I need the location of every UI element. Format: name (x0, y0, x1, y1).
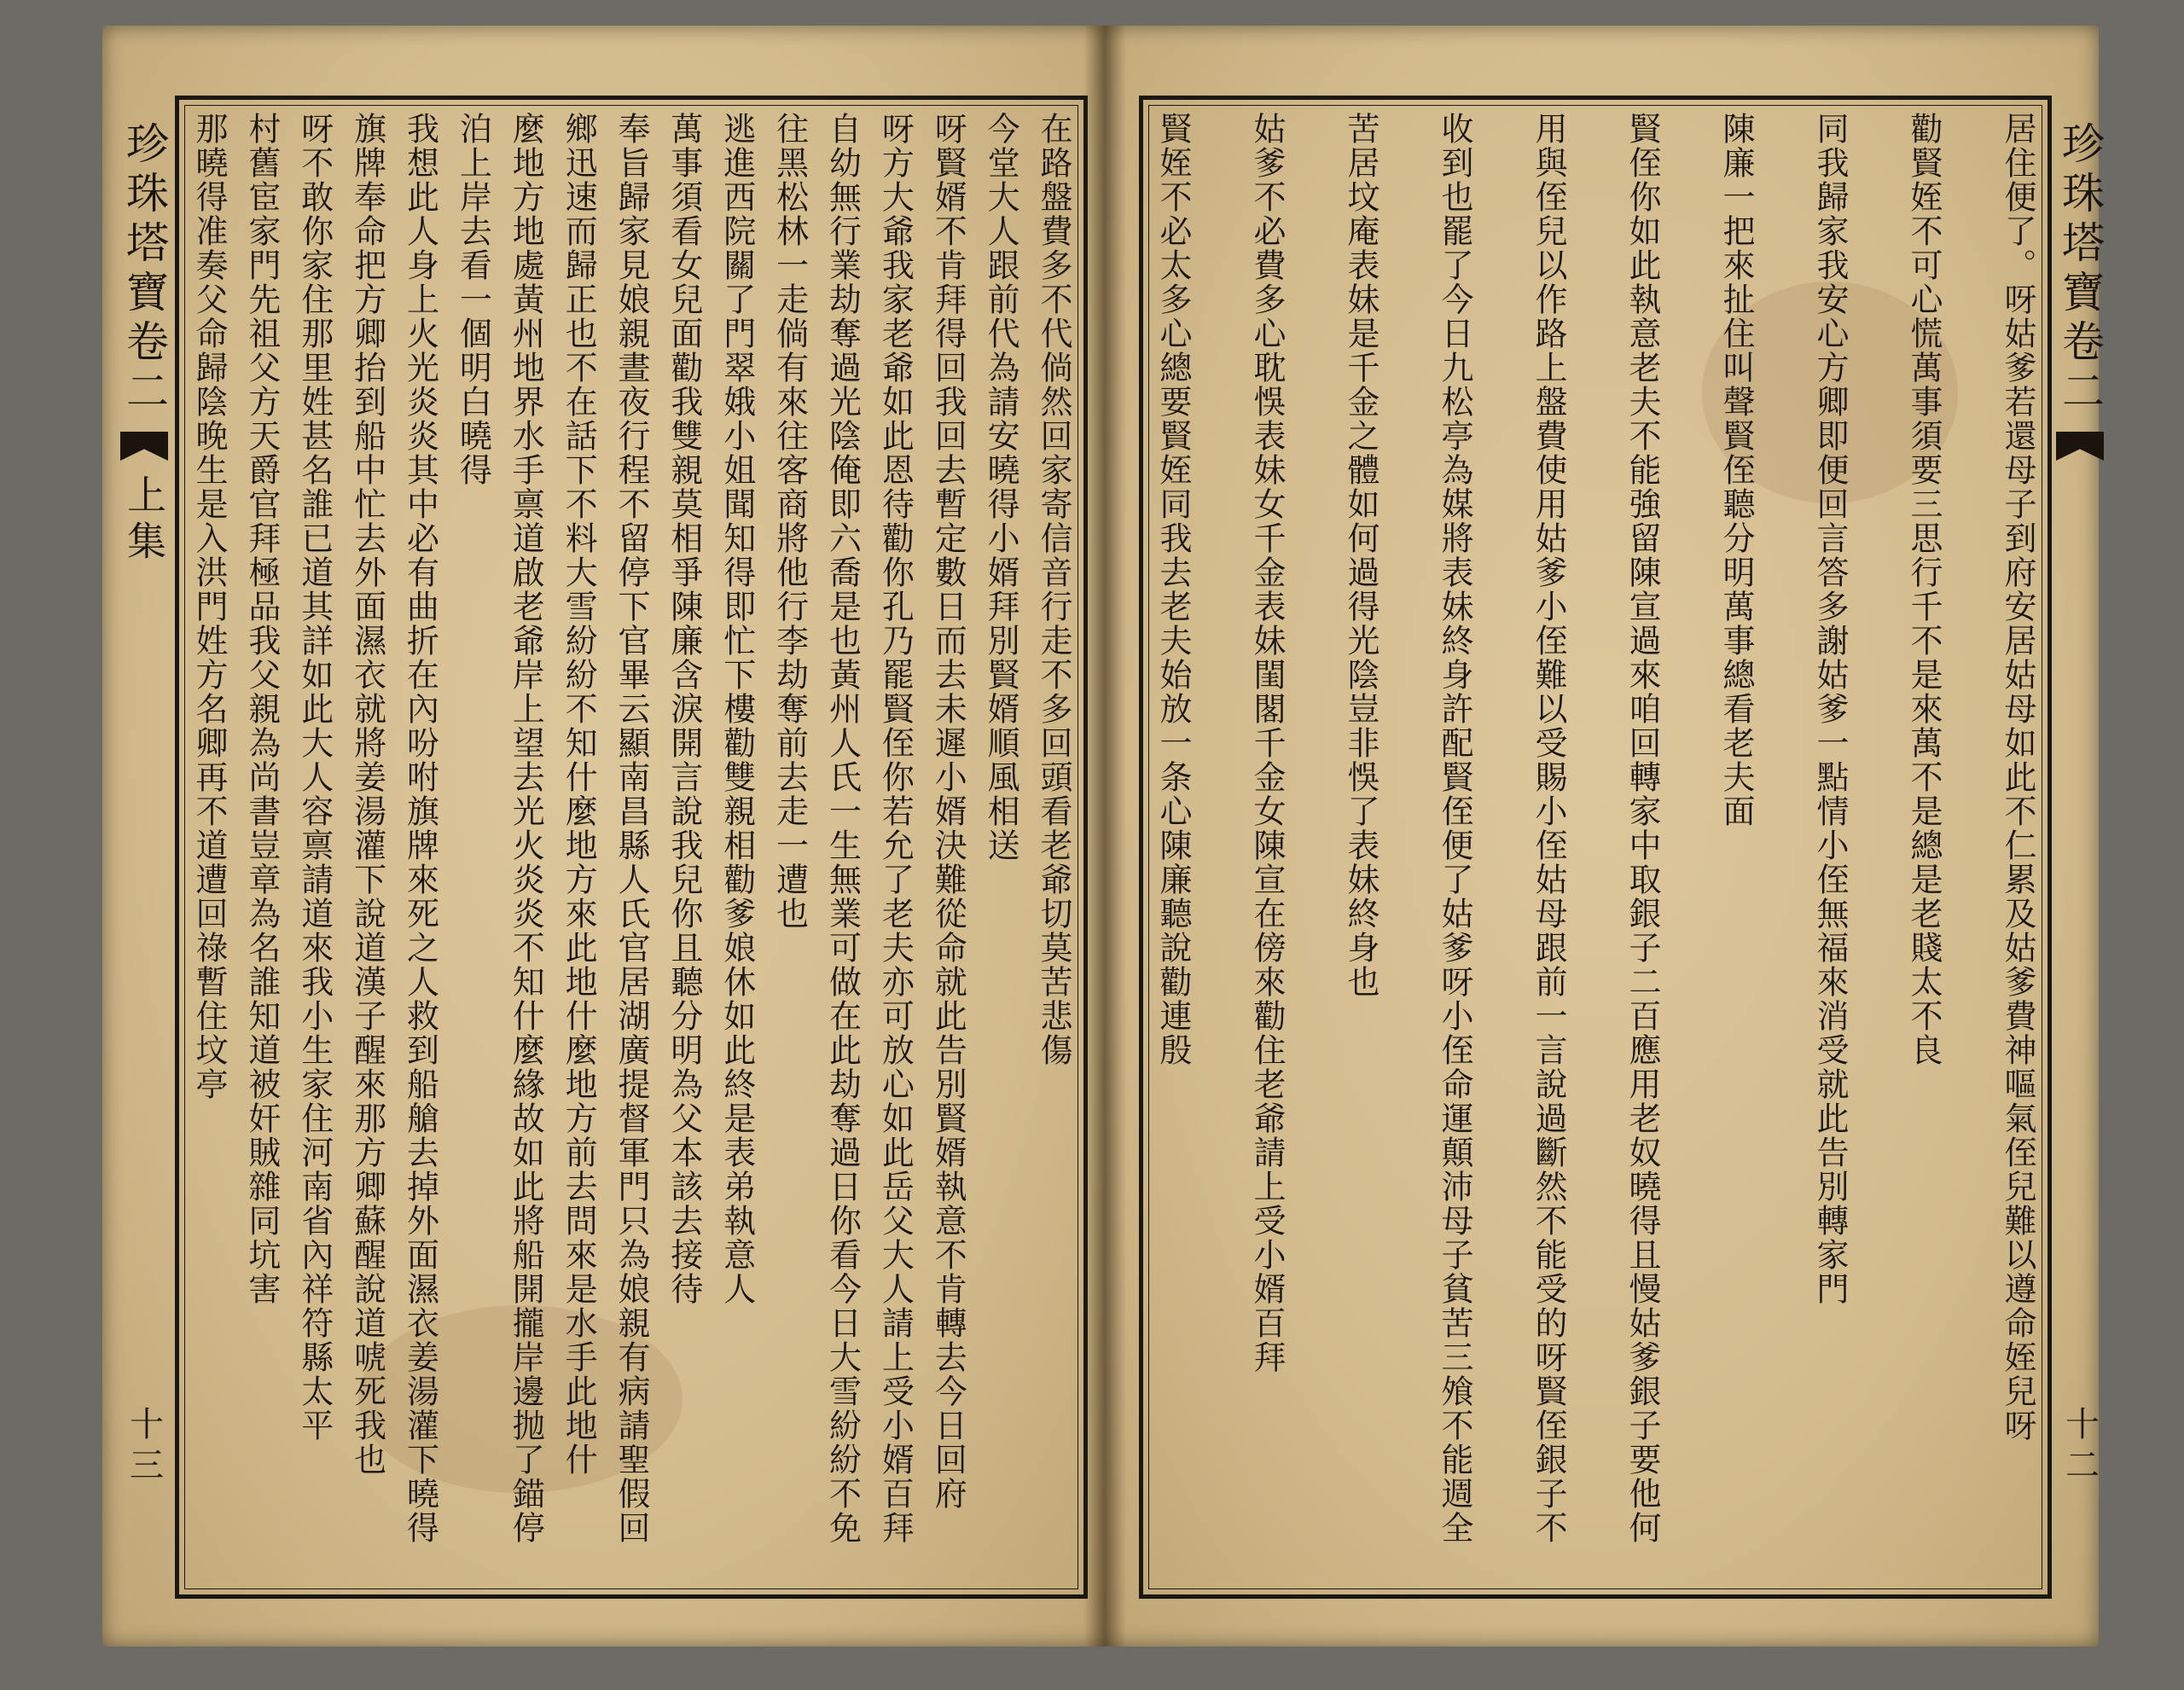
page-number: 十三 (124, 1406, 164, 1488)
page-number: 十二 (2059, 1406, 2100, 1488)
left-page (102, 26, 1105, 1646)
right-page-margin (2050, 96, 2110, 1590)
text-column: 往黑松林一走倘有來往客商將他行李劫奪前去走一遭也 (770, 112, 809, 931)
text-column: 收到也罷了今日九松亭為媒將表妹終身許配賢侄便了姑爹呀小侄命運顛沛母子貧苦三飧不能週全 (1436, 112, 1473, 1545)
left-page-margin (114, 96, 174, 1590)
text-column: 呀方大爺我家老爺如此恩待勸你孔乃罷賢侄你若允了老夫亦可放心如此岳父大人請上受小婿百拜 (876, 112, 915, 1545)
text-column: 呀不敢你家住那里姓甚名誰已道其詳如此大人容禀請道來我小生家住河南省內祥符縣太平 (295, 112, 334, 1443)
text-column: 賢侄你如此執意老夫不能強留陳宣過來咱回轉家中取銀子二百應用老奴曉得且慢姑爹銀子要他何 (1623, 112, 1661, 1545)
text-column: 自幼無行業劫奪過光陰俺即六喬是也黃州人氏一生無業可做在此劫奪過日你看今日大雪紛紛不免 (823, 112, 862, 1545)
text-column: 麼地方地處黃州地界水手禀道啟老爺岸上望去光火炎炎不知什麼緣故如此將船開攏岸邊抛了錨停 (507, 112, 545, 1545)
text-column: 居住便了。呀姑爹若還母子到府安居姑母如此不仁累及姑爹費神嘔氣侄兒難以遵命姪兒呀 (1999, 112, 2036, 1443)
text-column: 勸賢姪不可心慌萬事須要三思行千不是來萬不是總是老賤太不良 (1905, 112, 1943, 1067)
text-column: 泊上岸去看一個明白曉得 (454, 112, 492, 487)
text-column: 我想此人身上火光炎炎其中必有曲折在內吩咐旗牌來死之人救到船艙去掉外面濕衣姜湯灌下曉得 (401, 112, 439, 1545)
right-page (1105, 26, 2105, 1646)
text-column: 在路盤費多不代倘然回家寄信音行走不多回頭看老爺切莫苦悲傷 (1035, 112, 1072, 1067)
book-title-margin: 珍珠塔寶卷二 (119, 121, 169, 418)
text-column: 逃進西院關了門翠娥小姐聞知得即忙下樓勸雙親相勸爹娘休如此終是表弟執意人 (717, 112, 756, 1306)
text-column: 村舊宦家門先祖父方天爵官拜極品我父親為尚書豈章為名誰知道被奸賊雜同坑害 (242, 112, 281, 1306)
fish-tail-mark-icon (120, 432, 168, 461)
text-column: 奉旨歸家見娘親晝夜行程不留停下官畢云顯南昌縣人氏官居湖廣提督軍門只為娘親有病請聖假回 (613, 112, 650, 1545)
book-title-margin: 珍珠塔寶卷二 (2055, 121, 2105, 418)
text-column: 呀賢婿不肯拜得回我回去暫定數日而去未遲小婿決難從命就此告別賢婿執意不肯轉去今日回府 (929, 112, 967, 1511)
text-column: 旗牌奉命把方卿抬到船中忙去外面濕衣就將姜湯灌下說道漢子醒來那方卿蘇醒說道唬死我也 (348, 112, 386, 1477)
open-book (102, 26, 2105, 1646)
text-column: 陳廉一把來扯住叫聲賢侄聽分明萬事總看老夫面 (1717, 112, 1755, 828)
text-frame (1139, 96, 2052, 1599)
fish-tail-mark-icon (2056, 432, 2104, 461)
text-column: 賢姪不必太多心總要賢姪同我去老夫始放一条心陳廉聽說勸連殷 (1154, 112, 1192, 1067)
text-column: 苦居坟庵表妹是千金之體如何過得光陰豈非悞了表妹終身也 (1342, 112, 1380, 999)
volume-label: 上集 (121, 474, 167, 566)
text-column: 鄉迅速而歸正也不在話下不料大雪紛紛不知什麼地方來此地什麼地方前去問來是水手此地什 (560, 112, 598, 1477)
text-columns (191, 112, 1072, 1583)
text-frame (175, 96, 1088, 1599)
text-column: 今堂大人跟前代為請安曉得小婿拜別賢婿順風相送 (982, 112, 1020, 862)
text-column: 同我歸家我安心方卿即便回言答多謝姑爹一點情小侄無福來消受就此告別轉家門 (1811, 112, 1849, 1306)
book-gutter (1083, 26, 1126, 1646)
text-column: 萬事須看女兒面勸我雙親莫相爭陳廉含淚開言說我兒你且聽分明為父本該去接待 (665, 112, 703, 1306)
text-columns (1155, 112, 2036, 1583)
text-column: 用與侄兒以作路上盤費使用姑爹小侄難以受賜小侄姑母跟前一言說過斷然不能受的呀賢侄銀子不 (1530, 112, 1567, 1545)
text-column: 姑爹不必費多心耽悞表妹女千金表妹閨閣千金女陳宣在傍來勸住老爺請上受小婿百拜 (1248, 112, 1286, 1374)
text-column: 那曉得准奏父命歸陰晚生是入洪門姓方名卿再不道遭回祿暫住坟亭 (190, 112, 228, 1101)
